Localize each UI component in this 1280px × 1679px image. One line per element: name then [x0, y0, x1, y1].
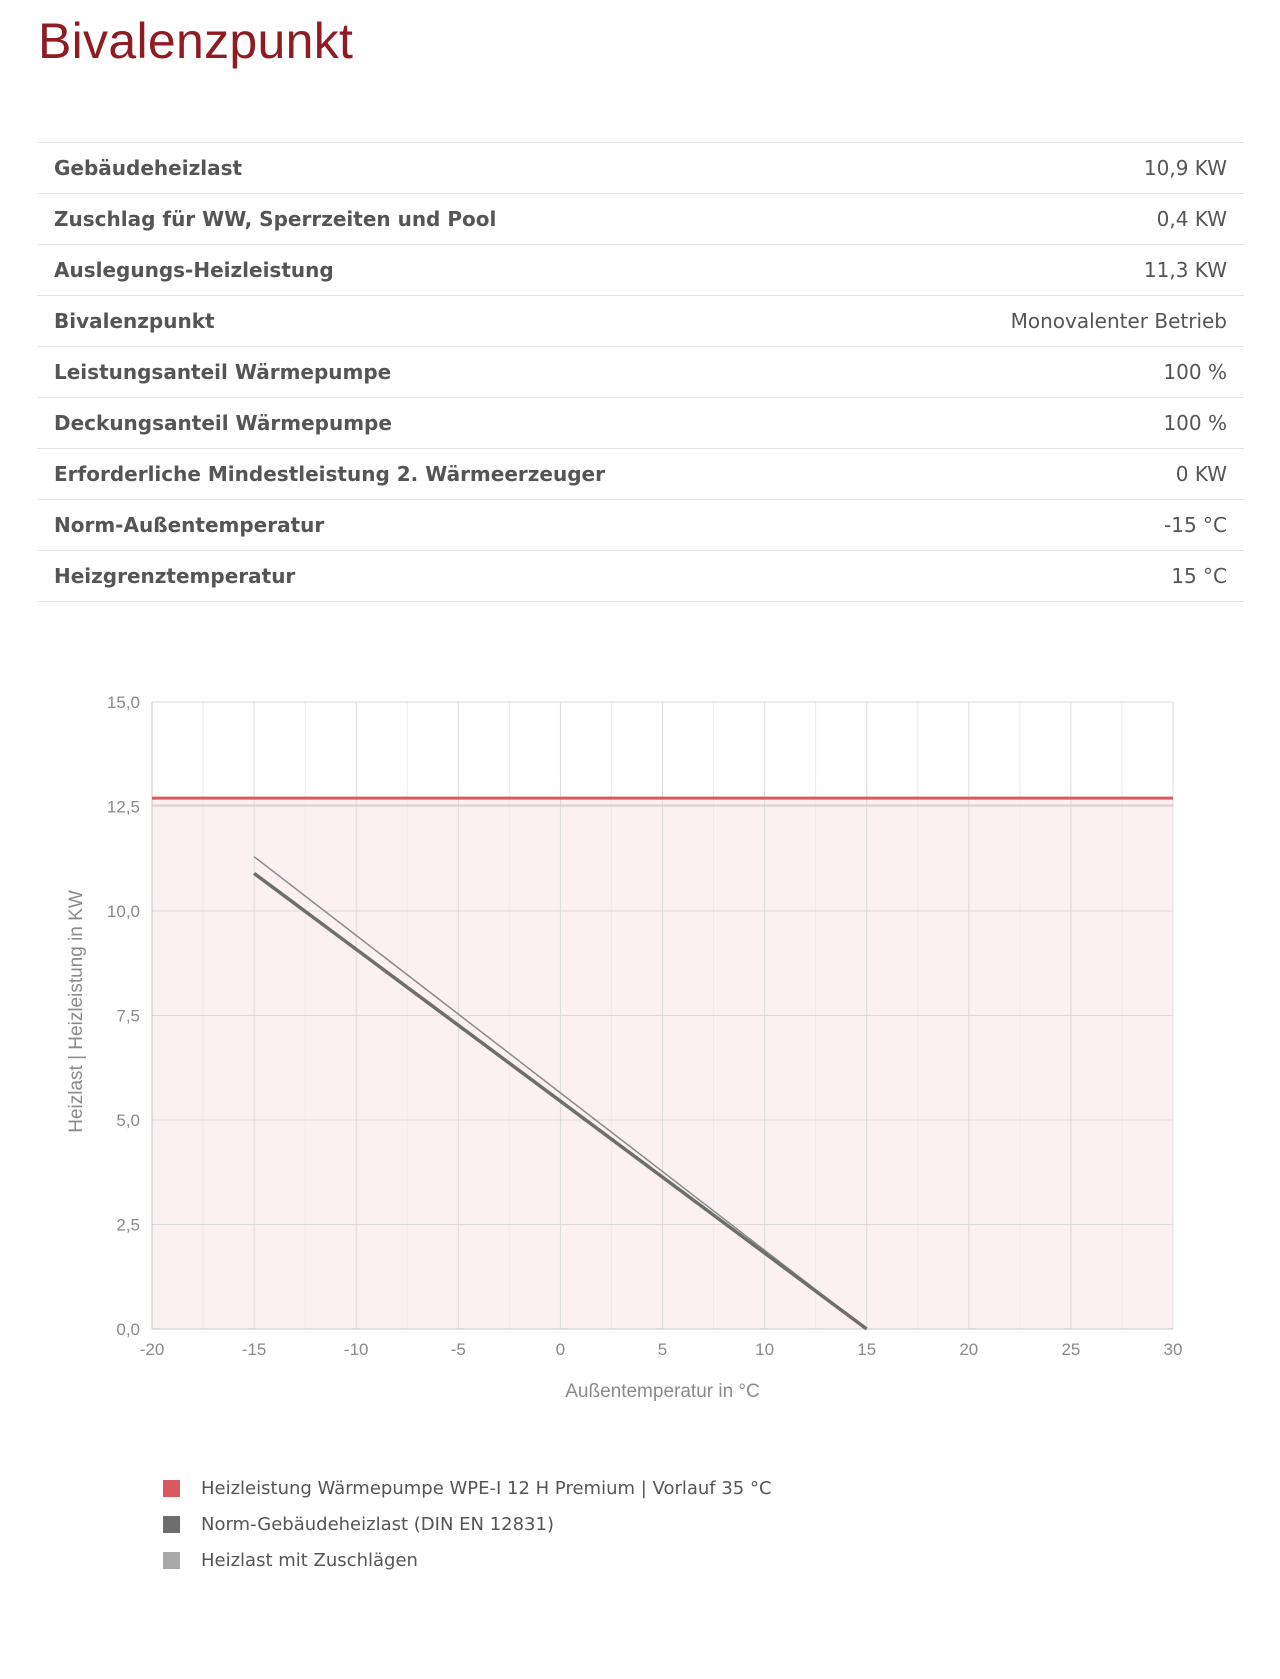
- y-tick-label: 10,0: [106, 902, 140, 921]
- y-tick-label: 12,5: [106, 797, 140, 817]
- table-row: [37, 449, 1244, 500]
- row-value: 0 KW: [1175, 462, 1227, 486]
- row-label: Leistungsanteil Wärmepumpe: [54, 360, 392, 384]
- legend-swatch-dark-gray: [163, 1516, 180, 1533]
- row-label: Zuschlag für WW, Sperrzeiten und Pool: [54, 207, 497, 231]
- table-row: [37, 245, 1244, 296]
- row-label: Erforderliche Mindestleistung 2. Wärmeerzeuger: [54, 462, 605, 486]
- legend-label: Norm-Gebäudeheizlast (DIN EN 12831): [201, 1513, 554, 1535]
- table-row: [37, 143, 1244, 194]
- row-value: 100 %: [1163, 360, 1227, 384]
- legend-item-heat-pump[interactable]: [163, 1470, 772, 1506]
- x-tick-label: 0: [555, 1340, 566, 1359]
- row-label: Heizgrenztemperatur: [54, 564, 296, 588]
- table-row: [37, 194, 1244, 245]
- table-row: [37, 347, 1244, 398]
- x-tick-label: 20: [959, 1340, 979, 1359]
- x-tick-label: -10: [343, 1340, 369, 1359]
- legend-label: Heizlast mit Zuschlägen: [201, 1549, 418, 1571]
- row-value: 15 °C: [1171, 564, 1227, 588]
- x-axis-title: Außentemperatur in °C: [565, 1381, 760, 1402]
- table-row: [37, 296, 1244, 347]
- y-tick-label: 7,5: [116, 1006, 140, 1026]
- legend-swatch-light-gray: [163, 1552, 180, 1569]
- row-value: Monovalenter Betrieb: [1010, 309, 1227, 333]
- x-tick-label: 25: [1061, 1340, 1081, 1359]
- row-value: 10,9 KW: [1143, 156, 1227, 180]
- row-label: Gebäudeheizlast: [54, 156, 243, 180]
- x-tick-label: 10: [755, 1340, 775, 1359]
- x-tick-label: -20: [139, 1340, 165, 1359]
- row-label: Deckungsanteil Wärmepumpe: [54, 411, 392, 435]
- row-value: -15 °C: [1164, 513, 1227, 537]
- row-label: Norm-Außentemperatur: [54, 513, 325, 537]
- x-tick-label: 30: [1163, 1340, 1183, 1359]
- legend-label: Heizleistung Wärmepumpe WPE-I 12 H Premium | Vorlauf 35 °C: [201, 1477, 772, 1499]
- x-tick-label: -5: [450, 1340, 466, 1359]
- table-row: [37, 500, 1244, 551]
- y-axis-title: Heizlast | Heizleistung in KW: [66, 890, 87, 1133]
- x-tick-label: 5: [657, 1340, 668, 1359]
- row-label: Auslegungs-Heizleistung: [54, 258, 334, 282]
- x-tick-label: 15: [857, 1340, 877, 1359]
- x-tick-label: -15: [241, 1340, 267, 1359]
- row-value: 100 %: [1163, 411, 1227, 435]
- summary-table: [37, 142, 1244, 602]
- chart-legend: [163, 1470, 772, 1578]
- row-value: 11,3 KW: [1143, 258, 1227, 282]
- y-tick-label: 2,5: [116, 1215, 140, 1235]
- y-tick-label: 0,0: [116, 1320, 140, 1339]
- table-row: [37, 398, 1244, 449]
- page-title: Bivalenzpunkt: [38, 13, 354, 69]
- legend-item-norm-load[interactable]: [163, 1506, 772, 1542]
- y-tick-label: 5,0: [116, 1111, 140, 1130]
- row-value: 0,4 KW: [1156, 207, 1227, 231]
- bivalence-chart: [0, 680, 1280, 1440]
- row-label: Bivalenzpunkt: [54, 309, 215, 333]
- y-tick-label: 15,0: [106, 693, 140, 712]
- legend-swatch-red: [163, 1480, 180, 1497]
- legend-item-load-surcharge[interactable]: [163, 1542, 772, 1578]
- table-row: [37, 551, 1244, 602]
